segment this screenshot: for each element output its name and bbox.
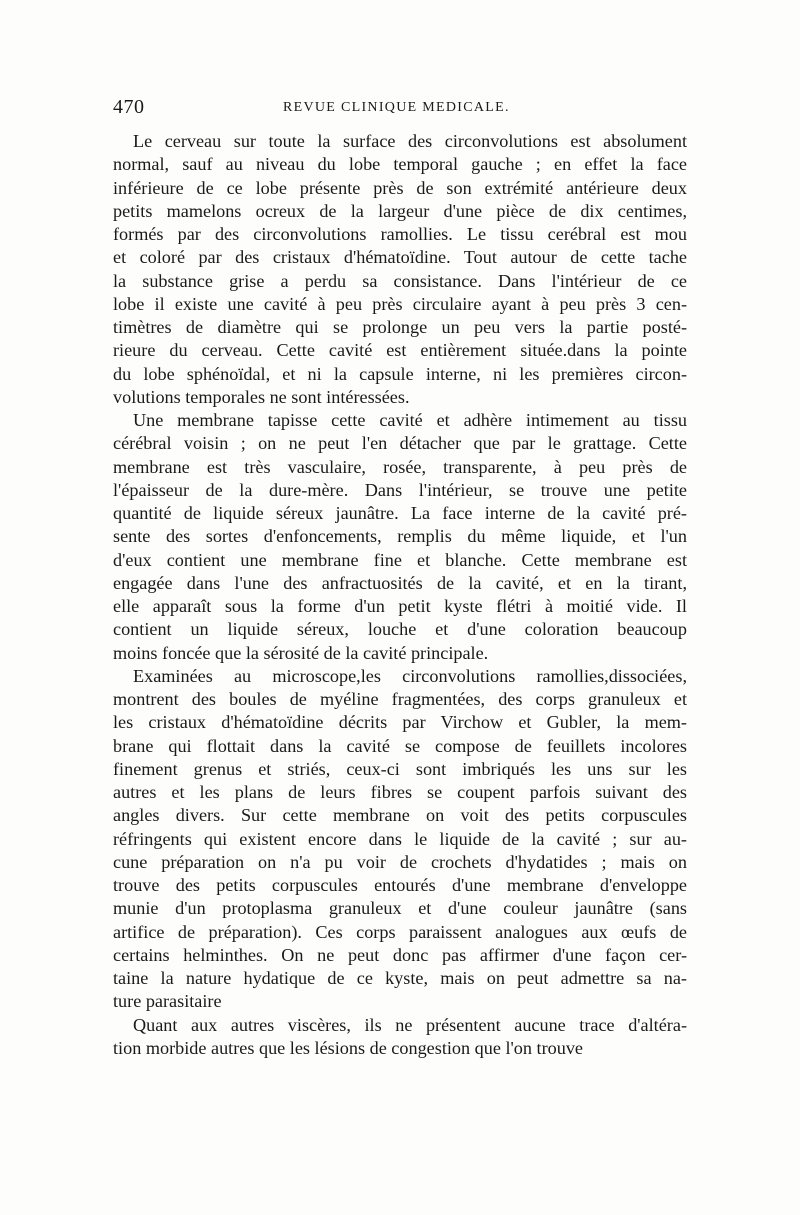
text-line: les cristaux d'hématoïdine décrits par Virchow et Gubler, la mem- xyxy=(113,712,687,733)
text-line: normal, sauf au niveau du lobe temporal gauche ; en effet la face xyxy=(113,154,687,175)
text-line: quantité de liquide séreux jaunâtre. La face interne de la cavité pré- xyxy=(113,503,687,523)
text-line: moins foncée que la sérosité de la cavité principale. xyxy=(113,642,489,663)
paragraph xyxy=(113,409,687,665)
text-line: petits mamelons ocreux de la largeur d'une pièce de dix centimes, xyxy=(113,200,687,221)
body-text xyxy=(113,130,687,1060)
text-line: tion morbide autres que les lésions de congestion que l'on trouve xyxy=(113,1037,583,1058)
text-line: cune préparation on n'a pu voir de crochets d'hydatides ; mais on xyxy=(113,851,687,872)
text-line: du lobe sphénoïdal, et ni la capsule interne, ni les premières circon- xyxy=(113,363,687,384)
text-line: engagée dans l'une des anfractuosités de la cavité, et en la tirant, xyxy=(113,572,687,593)
text-line: inférieure de ce lobe présente près de son extrémité antérieure deux xyxy=(113,177,687,198)
text-line: membrane est très vasculaire, rosée, transparente, à peu près de xyxy=(113,456,687,477)
text-line: et coloré par des cristaux d'hématoïdine. Tout autour de cette tache xyxy=(113,247,687,268)
text-line: autres et les plans de leurs fibres se coupent parfois suivant des xyxy=(113,782,687,802)
text-line: la substance grise a perdu sa consistance. Dans l'intérieur de ce xyxy=(113,270,687,291)
paragraph xyxy=(113,665,687,1014)
page-number: 470 xyxy=(113,96,145,118)
text-line: Le cerveau sur toute la surface des circonvolutions est absolument xyxy=(133,131,687,151)
text-line: trouve des petits corpuscules entourés d'une membrane d'enveloppe xyxy=(113,875,687,895)
paragraph xyxy=(113,130,687,409)
text-line: finement grenus et striés, ceux-ci sont imbriqués les uns sur les xyxy=(113,758,687,779)
text-line: sente des sortes d'enfoncements, remplis du même liquide, et l'un xyxy=(113,526,687,547)
text-line: cérébral voisin ; on ne peut l'en détacher que par le grattage. Cette xyxy=(113,433,687,454)
text-line: certains helminthes. On ne peut donc pas affirmer d'une façon cer- xyxy=(113,944,687,965)
text-line: lobe il existe une cavité à peu près circulaire ayant à peu près 3 cen- xyxy=(113,293,687,314)
text-line: d'eux contient une membrane fine et blanche. Cette membrane est xyxy=(113,549,687,570)
running-head: REVUE CLINIQUE MEDICALE. xyxy=(283,100,510,115)
text-line: elle apparaît sous la forme d'un petit kyste flétri à moitié vide. Il xyxy=(113,596,687,616)
text-line: brane qui flottait dans la cavité se compose de feuillets incolores xyxy=(113,735,687,756)
text-line: contient un liquide séreux, louche et d'une coloration beaucoup xyxy=(113,619,687,640)
text-line: l'épaisseur de la dure-mère. Dans l'intérieur, se trouve une petite xyxy=(113,479,687,500)
text-line: rieure du cerveau. Cette cavité est entièrement située.dans la pointe xyxy=(113,340,687,361)
text-line: artifice de préparation). Ces corps paraissent analogues aux œufs de xyxy=(113,921,687,942)
text-line: montrent des boules de myéline fragmentées, des corps granuleux et xyxy=(113,689,687,709)
page-header xyxy=(113,96,687,120)
text-line: timètres de diamètre qui se prolonge un peu vers la partie posté- xyxy=(113,317,687,337)
text-line: volutions temporales ne sont intéressées. xyxy=(113,386,410,407)
paragraph xyxy=(113,1014,687,1061)
text-line: angles divers. Sur cette membrane on voit des petits corpuscules xyxy=(113,805,687,826)
text-line: Examinées au microscope,les circonvolutions ramollies,dissociées, xyxy=(133,665,687,686)
text-line: taine la nature hydatique de ce kyste, mais on peut admettre sa na- xyxy=(113,968,687,988)
text-line: ture parasitaire xyxy=(113,991,222,1012)
text-line: Une membrane tapisse cette cavité et adhère intimement au tissu xyxy=(133,410,687,430)
text-line: réfringents qui existent encore dans le liquide de la cavité ; sur au- xyxy=(113,828,687,849)
text-line: munie d'un protoplasma granuleux et d'une couleur jaunâtre (sans xyxy=(113,898,687,919)
text-line: formés par des circonvolutions ramollies. Le tissu cerébral est mou xyxy=(113,224,687,244)
text-line: Quant aux autres viscères, ils ne présentent aucune trace d'altéra- xyxy=(133,1014,687,1035)
